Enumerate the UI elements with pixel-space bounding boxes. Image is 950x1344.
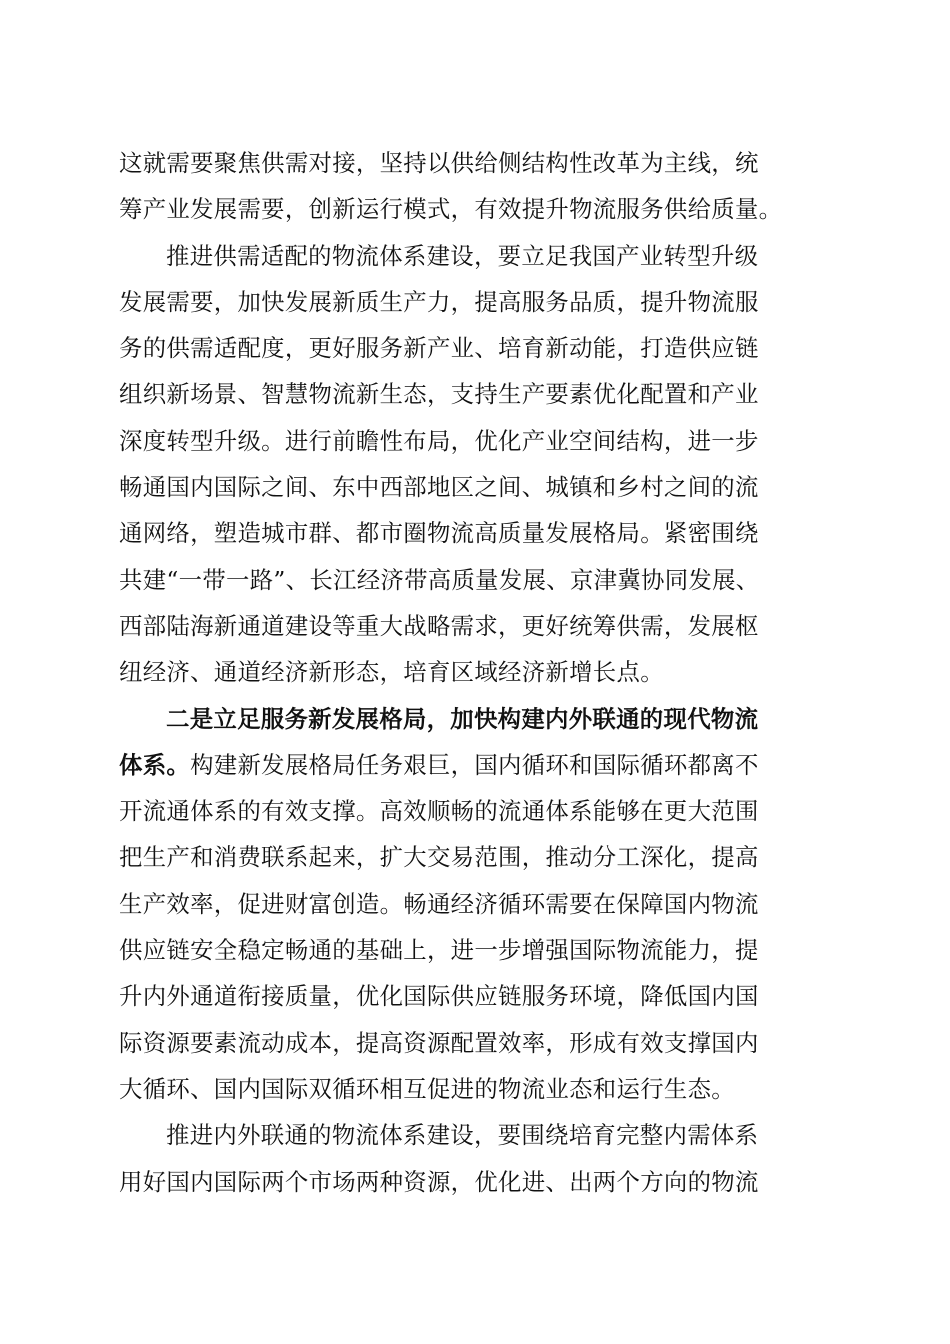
text-line: 共建“一带一路”、长江经济带高质量发展、京津冀协同发展、 — [119, 565, 760, 594]
paragraph-2 — [119, 233, 831, 696]
paragraph-4 — [119, 1112, 831, 1205]
text-line: 开流通体系的有效支撑。高效顺畅的流通体系能够在更大范围 — [119, 797, 759, 826]
text-line: 筹产业发展需要，创新运行模式，有效提升物流服务供给质量。 — [119, 195, 783, 224]
text-line: 升内外通道衔接质量，优化国际供应链服务环境，降低国内国 — [119, 982, 759, 1011]
document-body — [119, 140, 831, 1205]
paragraph-1 — [119, 140, 831, 233]
text-line: 生产效率，促进财富创造。畅通经济循环需要在保障国内物流 — [119, 889, 759, 918]
paragraph-3 — [119, 696, 831, 1113]
text-line: 深度转型升级。进行前瞻性布局，优化产业空间结构，进一步 — [119, 426, 759, 455]
bold-heading-end: 体系。 — [119, 750, 191, 779]
text-line: 把生产和消费联系起来，扩大交易范围，推动分工深化，提高 — [119, 843, 759, 872]
text-line: 推进内外联通的物流体系建设，要围绕培育完整内需体系 — [166, 1121, 759, 1150]
text-line: 推进供需适配的物流体系建设，要立足我国产业转型升级 — [166, 241, 759, 270]
text-line: 畅通国内国际之间、东中西部地区之间、城镇和乡村之间的流 — [119, 473, 759, 502]
text-line: 大循环、国内国际双循环相互促进的物流业态和运行生态。 — [119, 1074, 735, 1103]
text-line: 发展需要，加快发展新质生产力，提高服务品质，提升物流服 — [119, 287, 759, 316]
text-line: 组织新场景、智慧物流新生态，支持生产要素优化配置和产业 — [119, 380, 759, 409]
text-line-continuation: 构建新发展格局任务艰巨，国内循环和国际循环都离不 — [190, 750, 759, 779]
text-line: 这就需要聚焦供需对接，坚持以供给侧结构性改革为主线，统 — [119, 149, 759, 177]
text-line: 务的供需适配度，更好服务新产业、培育新动能，打造供应链 — [119, 334, 759, 363]
text-line: 西部陆海新通道建设等重大战略需求，更好统筹供需，发展枢 — [119, 611, 759, 640]
text-line: 用好国内国际两个市场两种资源，优化进、出两个方向的物流 — [119, 1167, 759, 1196]
text-line: 纽经济、通道经济新形态，培育区域经济新增长点。 — [119, 658, 664, 687]
text-line — [119, 742, 831, 788]
text-line: 通网络，塑造城市群、都市圈物流高质量发展格局。紧密围绕 — [119, 519, 759, 548]
text-line: 供应链安全稳定畅通的基础上，进一步增强国际物流能力，提 — [119, 936, 759, 965]
bold-heading-line: 二是立足服务新发展格局，加快构建内外联通的现代物流 — [166, 704, 759, 733]
text-line: 际资源要素流动成本，提高资源配置效率，形成有效支撑国内 — [119, 1028, 759, 1057]
